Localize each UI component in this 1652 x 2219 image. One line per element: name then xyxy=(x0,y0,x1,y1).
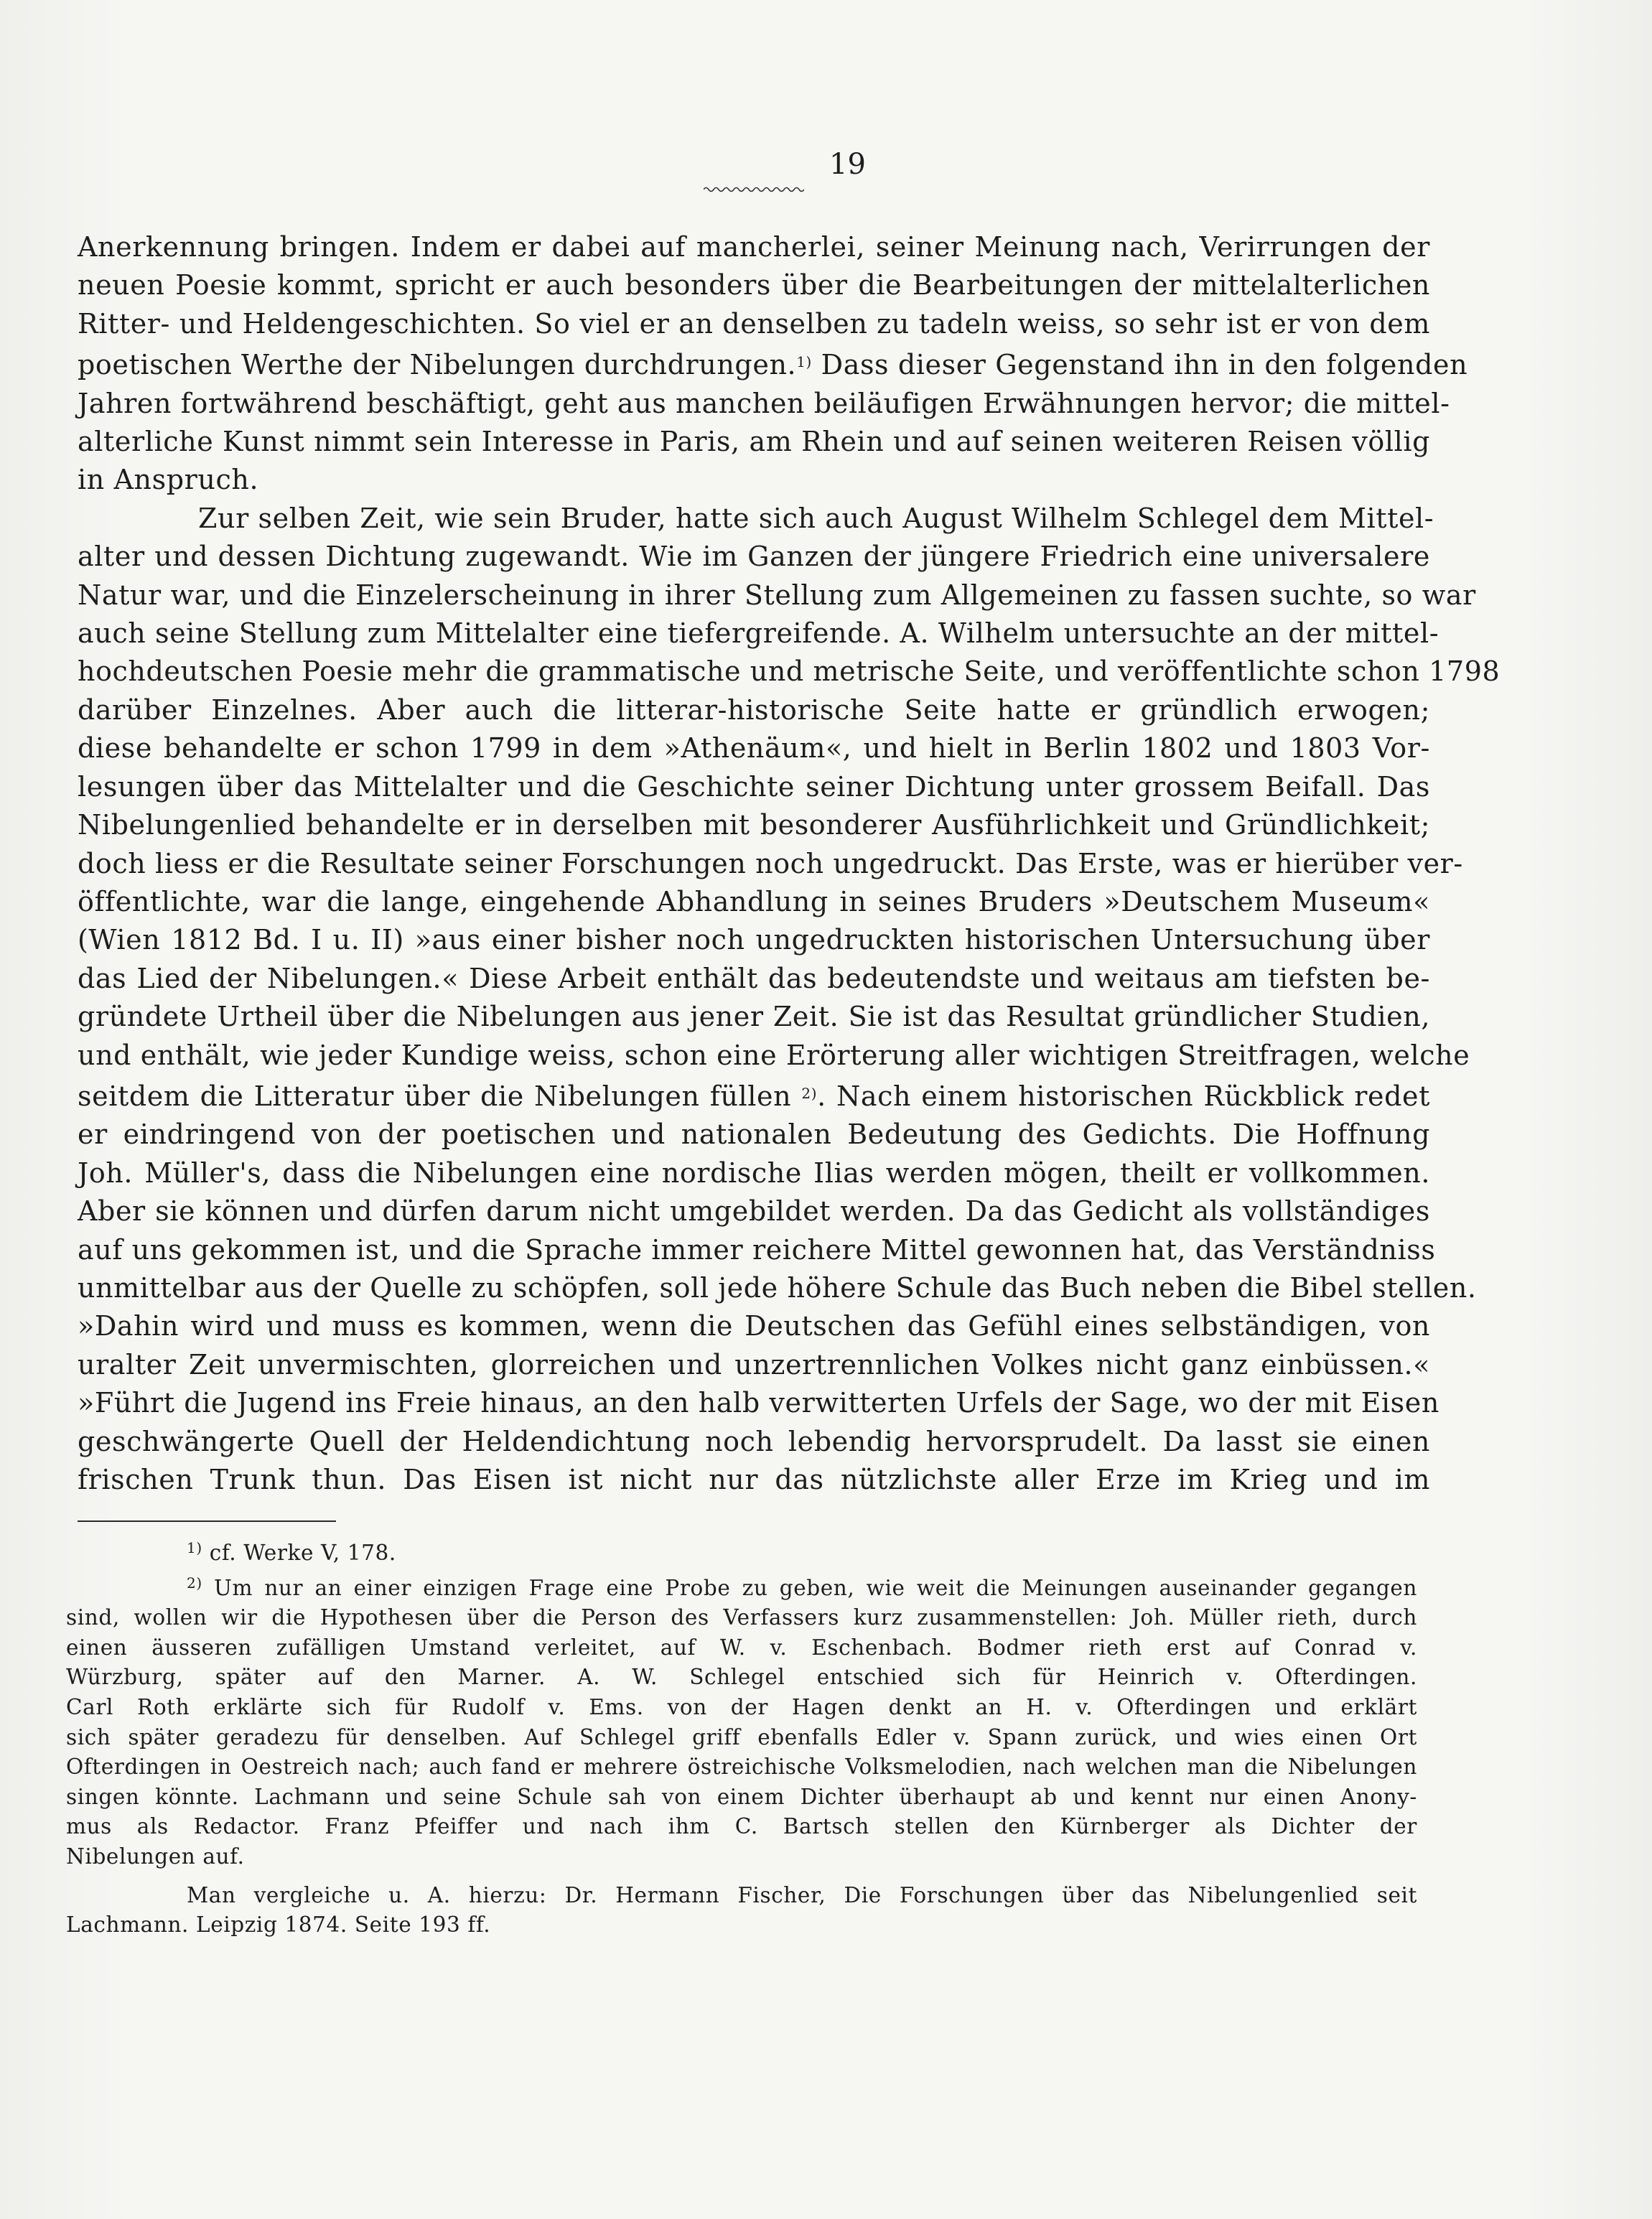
footnote-2 xyxy=(66,1569,1417,1604)
text-fragment: Dass dieser Gegenstand ihn in den folgenden xyxy=(821,349,1468,381)
text-line: unmittelbar aus der Quelle zu schöpfen, soll jede höhere Schule das Buch neben die Bibel stellen. xyxy=(78,1271,1477,1304)
text-line: gründete Urtheil über die Nibelungen aus jener Zeit. Sie ist das Resultat gründlicher Studien, xyxy=(78,1001,1430,1033)
text-line: Natur war, und die Einzelerscheinung in ihrer Stellung zum Allgemeinen zu fassen suchte, so war xyxy=(78,579,1476,611)
footnote-line: Carl Roth erklärte sich für Rudolf v. Ems. von der Hagen denkt an H. v. Ofterdingen und erklärt xyxy=(66,1694,1417,1719)
footnote-line: mus als Redactor. Franz Pfeiffer und nach ihm C. Bartsch stellen den Kürnberger als Dichter der xyxy=(66,1814,1417,1839)
footnote-1 xyxy=(66,1533,1417,1569)
page-number-ornament xyxy=(704,185,804,194)
text-line: das Lied der Nibelungen.« Diese Arbeit enthält das bedeutendste und weitaus am tiefsten be- xyxy=(78,962,1430,994)
text-line: Jahren fortwährend beschäftigt, geht aus manchen beiläufigen Erwähnungen hervor; die mittel- xyxy=(78,387,1450,419)
footnote-line: Lachmann. Leipzig 1874. Seite 193 ff. xyxy=(66,1912,491,1938)
text-line: alter und dessen Dichtung zugewandt. Wie im Ganzen der jüngere Friedrich eine universalere xyxy=(78,541,1430,573)
text-line: »Führt die Jugend ins Freie hinaus, an den halb verwitterten Urfels der Sage, wo der mit Eisen xyxy=(78,1387,1439,1419)
text-line: geschwängerte Quell der Heldendichtung noch lebendig hervorsprudelt. Da lasst sie einen xyxy=(78,1425,1430,1457)
footnote-mark-2: 2) xyxy=(187,1574,202,1592)
text-line: neuen Poesie kommt, spricht er auch besonders über die Bearbeitungen der mittelalterlichen xyxy=(78,269,1430,302)
text-fragment: Nach einem historischen Rückblick redet xyxy=(836,1080,1431,1112)
footnote-spacer xyxy=(66,1872,1417,1881)
footnote-text: cf. Werke V, 178. xyxy=(209,1541,396,1565)
text-line: »Dahin wird und muss es kommen, wenn die Deutschen das Gefühl eines selbständigen, von xyxy=(78,1310,1430,1342)
text-line: Ritter- und Heldengeschichten. So viel er an denselben zu tadeln weiss, so sehr ist er von dem xyxy=(78,307,1430,340)
main-text xyxy=(78,228,1501,1499)
footnote-line: Nibelungen auf. xyxy=(66,1844,245,1869)
text-line: darüber Einzelnes. Aber auch die litterar-historische Seite hatte er gründlich erwogen; xyxy=(78,693,1430,726)
footnote-line: Würzburg, später auf den Marner. A. W. Schlegel entschied sich für Heinrich v. Ofterdingen. xyxy=(66,1665,1417,1690)
text-line: alterliche Kunst nimmt sein Interesse in Paris, am Rhein und auf seinen weiteren Reisen völlig xyxy=(78,426,1430,458)
footnotes xyxy=(66,1533,1417,1940)
text-line: er eindringend von der poetischen und nationalen Bedeutung des Gedichts. Die Hoffnung xyxy=(78,1118,1430,1151)
footnote-text: Um nur an einer einzigen Frage eine Probe zu geben, wie weit die Meinungen auseinander gegangen xyxy=(214,1575,1417,1600)
text-line: doch liess er die Resultate seiner Forschungen noch ungedruckt. Das Erste, was er hierüber ver- xyxy=(78,847,1463,879)
text-line: Aber sie können und dürfen darum nicht umgebildet werden. Da das Gedicht als vollständiges xyxy=(78,1195,1430,1228)
text-fragment: poetischen Werthe der Nibelungen durchdrungen. xyxy=(78,349,797,381)
text-line: auf uns gekommen ist, und die Sprache immer reichere Mittel gewonnen hat, das Verständniss xyxy=(78,1233,1436,1266)
footnote-ref-2: 2) xyxy=(801,1084,818,1102)
text-line: Anerkennung bringen. Indem er dabei auf mancherlei, seiner Meinung nach, Verirrungen der xyxy=(78,231,1430,263)
text-line: frischen Trunk thun. Das Eisen ist nicht nur das nützlichste aller Erze im Krieg und im xyxy=(78,1464,1430,1495)
footnote-line: Ofterdingen in Oestreich nach; auch fand er mehrere östreichische Volksmelodien, nach welchen man die Nibelungen xyxy=(66,1755,1417,1780)
text-line: Nibelungenlied behandelte er in derselben mit besonderer Ausführlichkeit und Gründlichkeit; xyxy=(78,809,1430,841)
text-line xyxy=(78,343,1468,384)
footnote-line: Man vergleiche u. A. hierzu: Dr. Hermann Fischer, Die Forschungen über das Nibelungenlied seit xyxy=(187,1882,1417,1907)
text-line: uralter Zeit unvermischten, glorreichen und unzertrennlichen Volkes nicht ganz einbüssen.« xyxy=(78,1348,1430,1381)
footnote-rule xyxy=(78,1520,336,1522)
text-line: lesungen über das Mittelalter und die Geschichte seiner Dichtung unter grossem Beifall. Das xyxy=(78,770,1430,803)
text-line: diese behandelte er schon 1799 in dem »Athenäum«, und hielt in Berlin 1802 und 1803 Vor- xyxy=(78,732,1430,765)
footnote-ref-1: 1) xyxy=(796,353,812,371)
text-line: Zur selben Zeit, wie sein Bruder, hatte sich auch August Wilhelm Schlegel dem Mittel- xyxy=(198,502,1434,534)
footnote-line: sind, wollen wir die Hypothesen über die Person des Verfassers kurz zusammenstellen: Joh. Müller rieth, durch xyxy=(66,1605,1417,1630)
text-line: und enthält, wie jeder Kundige weiss, schon eine Erörterung aller wichtigen Streitfragen, welche xyxy=(78,1039,1470,1071)
text-fragment: seitdem die Litteratur über die Nibelungen füllen xyxy=(78,1080,792,1112)
text-line: Joh. Müller's, dass die Nibelungen eine nordische Ilias werden mögen, theilt er vollkommen. xyxy=(78,1157,1430,1189)
text-line: in Anspruch. xyxy=(78,464,259,496)
footnote-line: sich später geradezu für denselben. Auf Schlegel griff ebenfalls Edler v. Spann zurück, und wies einen Ort xyxy=(66,1724,1417,1749)
text-line: (Wien 1812 Bd. I u. II) »aus einer bisher noch ungedruckten historischen Untersuchung über xyxy=(78,924,1430,956)
text-line: öffentlichte, war die lange, eingehende Abhandlung in seines Bruders »Deutschem Museum« xyxy=(78,885,1430,917)
footnote-mark-1: 1) xyxy=(187,1539,202,1556)
text-line: hochdeutschen Poesie mehr die grammatische und metrische Seite, und veröffentlichte schon 1798 xyxy=(78,655,1501,688)
footnote-line: einen äusseren zufälligen Umstand verleitet, auf W. v. Eschenbach. Bodmer rieth erst auf Conrad v. xyxy=(66,1635,1417,1660)
footnote-line: singen könnte. Lachmann und seine Schule sah von einem Dichter überhaupt ab und kennt nur einen Anony- xyxy=(66,1784,1417,1809)
text-line: auch seine Stellung zum Mittelalter eine tiefergreifende. A. Wilhelm untersuchte an der mittel- xyxy=(78,617,1439,650)
text-line: seitdem die Litteratur über die Nibelungen füllen $^{2)}$. Nach einem historischen Rückblick redet xyxy=(78,1080,1431,1112)
page-number: 19 xyxy=(829,148,866,181)
